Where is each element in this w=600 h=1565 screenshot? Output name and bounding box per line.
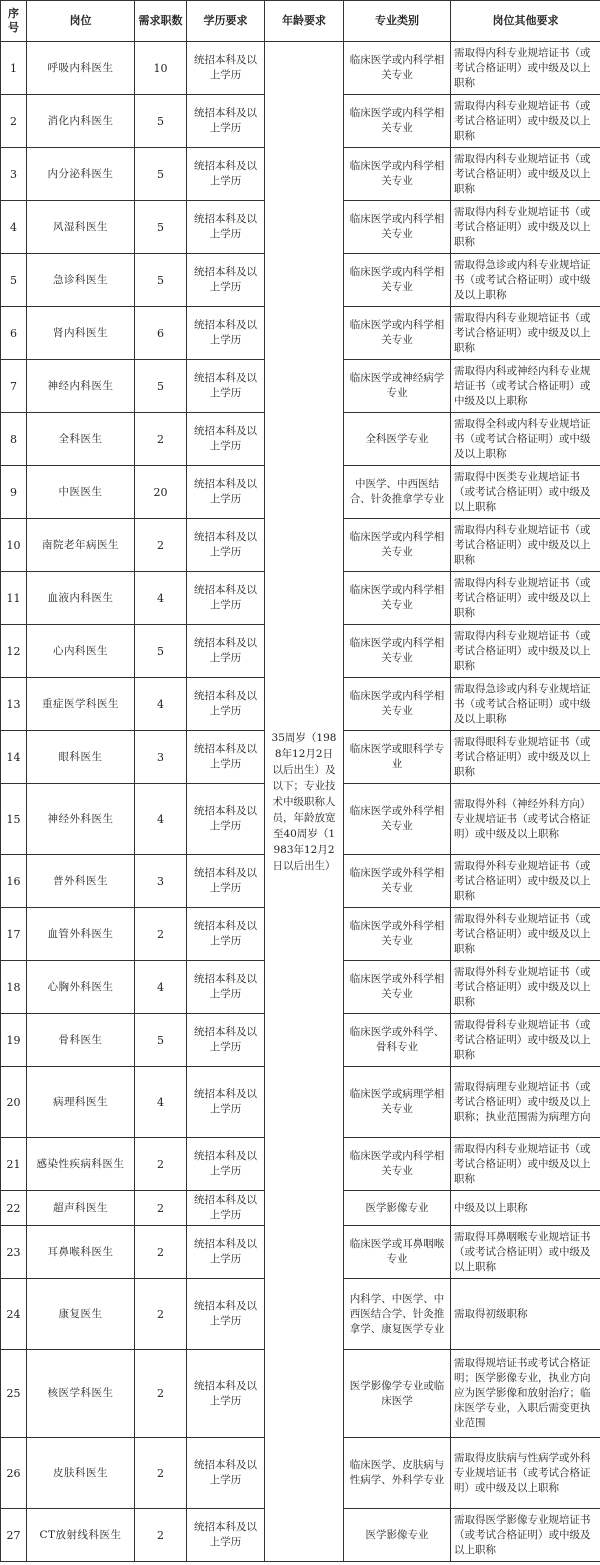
header-count: 需求职数 bbox=[135, 1, 187, 42]
row-major: 临床医学或外科学相关专业 bbox=[344, 961, 451, 1014]
row-no: 22 bbox=[1, 1191, 27, 1226]
row-no: 23 bbox=[1, 1226, 27, 1279]
row-no: 3 bbox=[1, 148, 27, 201]
row-count: 2 bbox=[135, 1279, 187, 1350]
row-no: 10 bbox=[1, 519, 27, 572]
row-other: 需取得内科专业规培证书（或考试合格证明）或中级及以上职称 bbox=[451, 572, 600, 625]
row-position: 神经外科医生 bbox=[27, 784, 135, 855]
row-position: 耳鼻喉科医生 bbox=[27, 1226, 135, 1279]
row-major: 临床医学或内科学相关专业 bbox=[344, 625, 451, 678]
row-major: 临床医学或外科学相关专业 bbox=[344, 784, 451, 855]
row-other: 需取得内科或神经内科专业规培证书（或考试合格证明）或中级及以上职称 bbox=[451, 360, 600, 413]
row-position: 心内科医生 bbox=[27, 625, 135, 678]
row-major: 临床医学或内科学相关专业 bbox=[344, 201, 451, 254]
row-education: 统招本科及以上学历 bbox=[187, 784, 265, 855]
row-position: 神经内科医生 bbox=[27, 360, 135, 413]
row-no: 15 bbox=[1, 784, 27, 855]
row-education: 统招本科及以上学历 bbox=[187, 42, 265, 95]
row-education: 统招本科及以上学历 bbox=[187, 413, 265, 466]
row-count: 3 bbox=[135, 731, 187, 784]
row-other: 需取得耳鼻咽喉专业规培证书（或考试合格证明）或中级及以上职称 bbox=[451, 1226, 600, 1279]
row-major: 临床医学或内科学相关专业 bbox=[344, 572, 451, 625]
row-position: 风湿科医生 bbox=[27, 201, 135, 254]
row-no: 13 bbox=[1, 678, 27, 731]
row-education: 统招本科及以上学历 bbox=[187, 625, 265, 678]
row-other: 需取得医学影像专业规培证书（或考试合格证明）或中级及以上职称 bbox=[451, 1509, 600, 1562]
header-education: 学历要求 bbox=[187, 1, 265, 42]
row-count: 5 bbox=[135, 95, 187, 148]
row-count: 4 bbox=[135, 678, 187, 731]
row-no: 11 bbox=[1, 572, 27, 625]
row-count: 6 bbox=[135, 307, 187, 360]
row-count: 2 bbox=[135, 908, 187, 961]
row-no: 2 bbox=[1, 95, 27, 148]
row-major: 医学影像专业 bbox=[344, 1509, 451, 1562]
row-count: 5 bbox=[135, 1014, 187, 1067]
row-other: 需取得外科专业规培证书（或考试合格证明）或中级及以上职称 bbox=[451, 908, 600, 961]
row-no: 7 bbox=[1, 360, 27, 413]
row-other: 需取得内科专业规培证书（或考试合格证明）或中级及以上职称 bbox=[451, 307, 600, 360]
row-education: 统招本科及以上学历 bbox=[187, 731, 265, 784]
row-count: 2 bbox=[135, 1438, 187, 1509]
row-education: 统招本科及以上学历 bbox=[187, 1350, 265, 1438]
row-major: 临床医学或内科学相关专业 bbox=[344, 42, 451, 95]
row-education: 统招本科及以上学历 bbox=[187, 678, 265, 731]
row-position: 眼科医生 bbox=[27, 731, 135, 784]
row-education: 统招本科及以上学历 bbox=[187, 1438, 265, 1509]
row-major: 临床医学、皮肤病与性病学、外科学专业 bbox=[344, 1438, 451, 1509]
row-other: 需取得初级职称 bbox=[451, 1279, 600, 1350]
row-major: 临床医学或病理学相关专业 bbox=[344, 1067, 451, 1138]
row-education: 统招本科及以上学历 bbox=[187, 572, 265, 625]
row-other: 需取得皮肤病与性病学或外科专业规培证书（或考试合格证明）或中级及以上职称 bbox=[451, 1438, 600, 1509]
row-no: 18 bbox=[1, 961, 27, 1014]
row-count: 4 bbox=[135, 784, 187, 855]
row-position: 中医医生 bbox=[27, 466, 135, 519]
row-no: 16 bbox=[1, 855, 27, 908]
row-count: 2 bbox=[135, 1226, 187, 1279]
row-count: 3 bbox=[135, 855, 187, 908]
row-education: 统招本科及以上学历 bbox=[187, 1509, 265, 1562]
row-major: 临床医学或内科学相关专业 bbox=[344, 95, 451, 148]
row-major: 医学影像专业 bbox=[344, 1191, 451, 1226]
row-other: 需取得内科专业规培证书（或考试合格证明）或中级及以上职称 bbox=[451, 42, 600, 95]
row-no: 4 bbox=[1, 201, 27, 254]
row-no: 8 bbox=[1, 413, 27, 466]
row-other: 需取得内科专业规培证书（或考试合格证明）或中级及以上职称 bbox=[451, 148, 600, 201]
row-count: 10 bbox=[135, 42, 187, 95]
row-position: 呼吸内科医生 bbox=[27, 42, 135, 95]
row-count: 4 bbox=[135, 961, 187, 1014]
row-major: 全科医学专业 bbox=[344, 413, 451, 466]
row-major: 临床医学或外科学相关专业 bbox=[344, 855, 451, 908]
row-no: 6 bbox=[1, 307, 27, 360]
row-other: 需取得眼科专业规培证书（或考试合格证明）或中级及以上职称 bbox=[451, 731, 600, 784]
row-other: 需取得急诊或内科专业规培证书（或考试合格证明）或中级及以上职称 bbox=[451, 678, 600, 731]
row-position: 康复医生 bbox=[27, 1279, 135, 1350]
row-position: 皮肤科医生 bbox=[27, 1438, 135, 1509]
row-position: 病理科医生 bbox=[27, 1067, 135, 1138]
row-position: 重症医学科医生 bbox=[27, 678, 135, 731]
row-education: 统招本科及以上学历 bbox=[187, 1191, 265, 1226]
row-count: 2 bbox=[135, 1509, 187, 1562]
row-no: 14 bbox=[1, 731, 27, 784]
row-count: 4 bbox=[135, 572, 187, 625]
row-major: 内科学、中医学、中西医结合学、针灸推拿学、康复医学专业 bbox=[344, 1279, 451, 1350]
row-education: 统招本科及以上学历 bbox=[187, 1067, 265, 1138]
row-no: 9 bbox=[1, 466, 27, 519]
row-count: 2 bbox=[135, 1350, 187, 1438]
row-count: 2 bbox=[135, 1191, 187, 1226]
row-other: 需取得外科专业规培证书（或考试合格证明）或中级及以上职称 bbox=[451, 855, 600, 908]
row-major: 临床医学或内科学相关专业 bbox=[344, 148, 451, 201]
row-no: 21 bbox=[1, 1138, 27, 1191]
row-other: 需取得内科专业规培证书（或考试合格证明）或中级及以上职称 bbox=[451, 201, 600, 254]
row-major: 临床医学或内科学相关专业 bbox=[344, 519, 451, 572]
row-other: 需取得内科专业规培证书（或考试合格证明）或中级及以上职称 bbox=[451, 625, 600, 678]
row-education: 统招本科及以上学历 bbox=[187, 908, 265, 961]
row-major: 临床医学或外科学相关专业 bbox=[344, 908, 451, 961]
row-major: 中医学、中西医结合、针灸推拿学专业 bbox=[344, 466, 451, 519]
row-major: 临床医学或内科学相关专业 bbox=[344, 678, 451, 731]
row-education: 统招本科及以上学历 bbox=[187, 254, 265, 307]
row-count: 5 bbox=[135, 625, 187, 678]
row-no: 12 bbox=[1, 625, 27, 678]
row-education: 统招本科及以上学历 bbox=[187, 201, 265, 254]
row-other: 需取得中医类专业规培证书（或考试合格证明）或中级及以上职称 bbox=[451, 466, 600, 519]
row-count: 5 bbox=[135, 254, 187, 307]
row-other: 需取得内科专业规培证书（或考试合格证明）或中级及以上职称 bbox=[451, 95, 600, 148]
row-education: 统招本科及以上学历 bbox=[187, 307, 265, 360]
row-other: 需取得内科专业规培证书（或考试合格证明）或中级及以上职称 bbox=[451, 1138, 600, 1191]
header-no: 序号 bbox=[1, 1, 27, 42]
row-count: 20 bbox=[135, 466, 187, 519]
row-education: 统招本科及以上学历 bbox=[187, 961, 265, 1014]
row-no: 25 bbox=[1, 1350, 27, 1438]
row-education: 统招本科及以上学历 bbox=[187, 519, 265, 572]
row-position: 超声科医生 bbox=[27, 1191, 135, 1226]
row-no: 24 bbox=[1, 1279, 27, 1350]
row-other: 需取得内科专业规培证书（或考试合格证明）或中级及以上职称 bbox=[451, 519, 600, 572]
row-other: 需取得外科专业规培证书（或考试合格证明）或中级及以上职称 bbox=[451, 961, 600, 1014]
row-other: 需取得急诊或内科专业规培证书（或考试合格证明）或中级及以上职称 bbox=[451, 254, 600, 307]
row-major: 临床医学或外科学、骨科专业 bbox=[344, 1014, 451, 1067]
row-no: 1 bbox=[1, 42, 27, 95]
row-count: 5 bbox=[135, 148, 187, 201]
header-row bbox=[1, 1, 600, 42]
row-major: 医学影像学专业或临床医学 bbox=[344, 1350, 451, 1438]
row-major: 临床医学或内科学相关专业 bbox=[344, 307, 451, 360]
row-position: 骨科医生 bbox=[27, 1014, 135, 1067]
row-position: 核医学科医生 bbox=[27, 1350, 135, 1438]
row-no: 17 bbox=[1, 908, 27, 961]
row-position: 南院老年病医生 bbox=[27, 519, 135, 572]
row-no: 5 bbox=[1, 254, 27, 307]
row-no: 19 bbox=[1, 1014, 27, 1067]
row-count: 2 bbox=[135, 1138, 187, 1191]
row-position: 内分泌科医生 bbox=[27, 148, 135, 201]
row-other: 需取得全科或内科专业规培证书（或考试合格证明）或中级及以上职称 bbox=[451, 413, 600, 466]
row-position: 普外科医生 bbox=[27, 855, 135, 908]
row-count: 2 bbox=[135, 413, 187, 466]
row-other: 需取得骨科专业规培证书（或考试合格证明）或中级及以上职称 bbox=[451, 1014, 600, 1067]
row-education: 统招本科及以上学历 bbox=[187, 855, 265, 908]
row-education: 统招本科及以上学历 bbox=[187, 95, 265, 148]
row-education: 统招本科及以上学历 bbox=[187, 1279, 265, 1350]
row-position: 急诊科医生 bbox=[27, 254, 135, 307]
row-no: 26 bbox=[1, 1438, 27, 1509]
row-education: 统招本科及以上学历 bbox=[187, 1226, 265, 1279]
row-position: 血液内科医生 bbox=[27, 572, 135, 625]
row-major: 临床医学或内科学相关专业 bbox=[344, 254, 451, 307]
row-major: 临床医学或耳鼻咽喉专业 bbox=[344, 1226, 451, 1279]
row-education: 统招本科及以上学历 bbox=[187, 1014, 265, 1067]
row-position: 感染性疾病科医生 bbox=[27, 1138, 135, 1191]
header-position: 岗位 bbox=[27, 1, 135, 42]
row-major: 临床医学或神经病学专业 bbox=[344, 360, 451, 413]
row-education: 统招本科及以上学历 bbox=[187, 148, 265, 201]
table-row bbox=[1, 42, 600, 95]
row-position: CT放射线科医生 bbox=[27, 1509, 135, 1562]
row-position: 消化内科医生 bbox=[27, 95, 135, 148]
header-other: 岗位其他要求 bbox=[451, 1, 600, 42]
row-other: 需取得外科（神经外科方向）专业规培证书（或考试合格证明）或中级及以上职称 bbox=[451, 784, 600, 855]
row-education: 统招本科及以上学历 bbox=[187, 466, 265, 519]
age-requirement: 35周岁（1988年12月2日以后出生）及以下；专业技术中级职称人员，年龄放宽至40周岁（1983年12月2日以后出生） bbox=[265, 42, 344, 1562]
row-position: 肾内科医生 bbox=[27, 307, 135, 360]
row-count: 5 bbox=[135, 360, 187, 413]
row-other: 中级及以上职称 bbox=[451, 1191, 600, 1226]
row-no: 20 bbox=[1, 1067, 27, 1138]
row-count: 5 bbox=[135, 201, 187, 254]
row-major: 临床医学或眼科学专业 bbox=[344, 731, 451, 784]
row-position: 心胸外科医生 bbox=[27, 961, 135, 1014]
row-count: 2 bbox=[135, 519, 187, 572]
row-other: 需取得病理专业规培证书（或考试合格证明）或中级及以上职称；执业范围需为病理方向 bbox=[451, 1067, 600, 1138]
row-position: 全科医生 bbox=[27, 413, 135, 466]
row-other: 需取得规培证书或考试合格证明；医学影像专业，执业方向应为医学影像和放射治疗；临床医学专业，入职后需变更执业范围 bbox=[451, 1350, 600, 1438]
header-age: 年龄要求 bbox=[265, 1, 344, 42]
row-position: 血管外科医生 bbox=[27, 908, 135, 961]
row-education: 统招本科及以上学历 bbox=[187, 1138, 265, 1191]
row-count: 4 bbox=[135, 1067, 187, 1138]
row-education: 统招本科及以上学历 bbox=[187, 360, 265, 413]
row-no: 27 bbox=[1, 1509, 27, 1562]
row-major: 临床医学或内科学相关专业 bbox=[344, 1138, 451, 1191]
header-major: 专业类别 bbox=[344, 1, 451, 42]
